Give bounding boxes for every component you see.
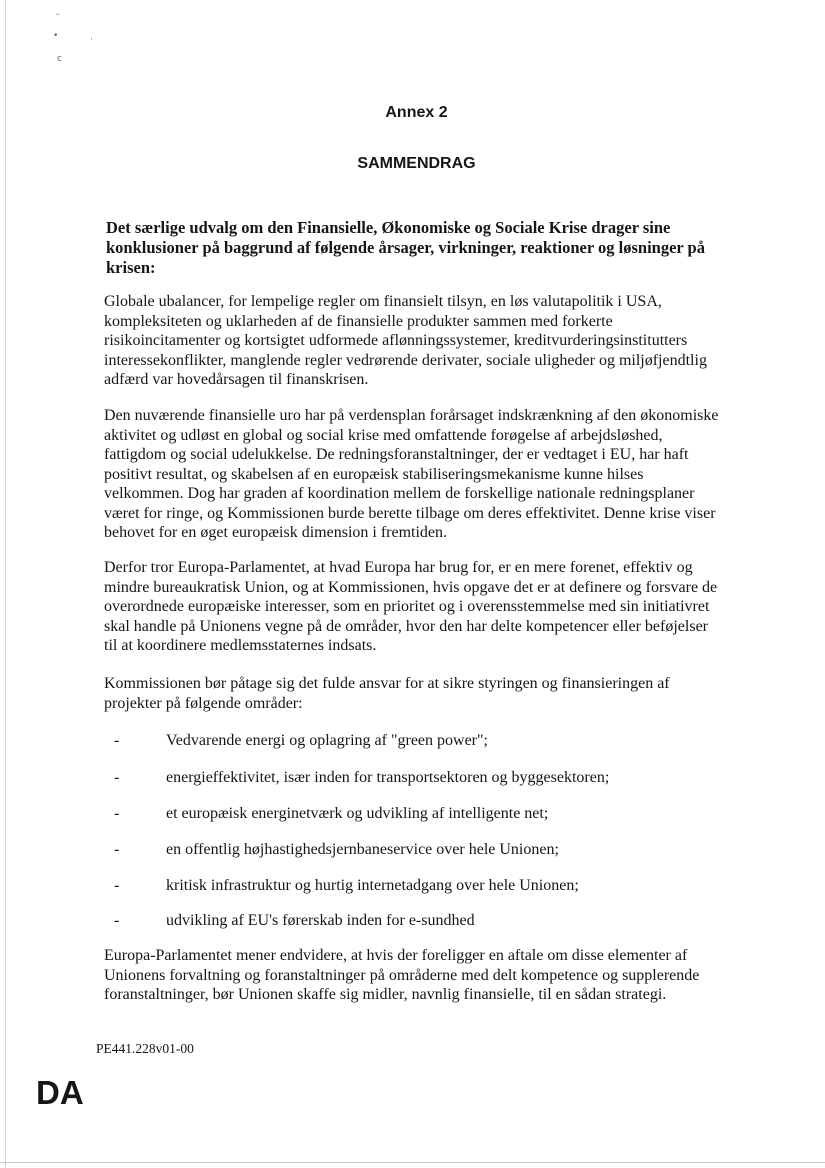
- intro-paragraph: Det særlige udvalg om den Finansielle, Økonomiske og Sociale Krise drager sine konklusioner på baggrund af følgende årsager, virkninger, reaktioner og løsninger på krisen:: [106, 218, 705, 277]
- bullet-dash: -: [114, 732, 120, 749]
- paragraph-conclusion: Europa-Parlamentet mener endvidere, at hvis der foreligger en aftale om disse elementer af Unionens forvaltning og foranstaltninger på områderne med delt kompetence og supplerende foranstaltninger, bør Unionen skaffe sig midler, navnlig finansielle, til en sådan strategi.: [104, 947, 700, 1003]
- scan-edge-line: [5, 0, 6, 1168]
- bullet-dash: -: [114, 877, 120, 894]
- list-item: [114, 840, 714, 860]
- paragraph-causes: Globale ubalancer, for lempelige regler om finansielt tilsyn, en løs valutapolitik i USA, kompleksiteten og uklarheden af de finansielle produkter sammen med forkerte risikoincitamenter og kortsigtet udformede aflønningssystemer, kreditvurderingsinstitutters interessekonflikter, manglende regler vedrørende derivater, sociale uligheder og miljøfjendtlig adfærd var hovedårsagen til finanskrisen.: [104, 293, 707, 388]
- bullet-dash: -: [114, 841, 120, 858]
- annex-label: Annex 2: [385, 104, 448, 121]
- scan-speck: •: [53, 31, 59, 41]
- list-item-text: en offentlig højhastighedsjernbaneservice over hele Unionen;: [166, 841, 559, 858]
- list-item: [114, 804, 714, 824]
- paragraph-commission: Kommissionen bør påtage sig det fulde ansvar for at sikre styringen og finansieringen af projekter på følgende områder:: [104, 675, 670, 712]
- paragraph-effects: Den nuværende finansielle uro har på verdensplan forårsaget indskrænkning af den økonomiske aktivitet og udløst en global og social krise med omfattende forøgelse af arbejdsløshed, fattigdom og social udelukkelse. De redningsforanstaltninger, der er vedtaget i EU, har haft positivt resultat, og skabelsen af en europæisk stabiliseringsmekanisme kunne hilses velkommen. Dog har graden af koordination mellem de forskellige nationale redningsplaner været for ringe, og Kommissionen burde berette tilbage om deres effektivitet. Denne krise viser behovet for en øget europæisk dimension i fremtiden.: [104, 407, 719, 541]
- scan-edge-line: [0, 1162, 825, 1163]
- list-item-text: kritisk infrastruktur og hurtig internetadgang over hele Unionen;: [166, 877, 579, 894]
- list-item: [114, 731, 714, 751]
- language-code: DA: [36, 1074, 84, 1111]
- list-item: [114, 768, 714, 788]
- scan-speck: ⅽ: [57, 54, 62, 64]
- bullet-dash: -: [114, 805, 120, 822]
- list-item: [114, 911, 714, 931]
- list-item-text: Vedvarende energi og oplagring af "green power";: [166, 732, 488, 749]
- list-item-text: energieffektivitet, især inden for transportsektoren og byggesektoren;: [166, 769, 610, 786]
- paragraph-union: Derfor tror Europa-Parlamentet, at hvad Europa har brug for, er en mere forenet, effektiv og mindre bureaukratisk Union, og at Kommissionen, hvis opgave det er at definere og forsvare de overordnede europæiske interesser, som en prioritet og i overensstemmelse med sin initiativret skal handle på Unionens vegne på de områder, hvor den har delte kompetencer eller beføjelser til at koordinere medlemsstaternes indsats.: [104, 559, 718, 654]
- list-item-text: udvikling af EU's førerskab inden for e-sundhed: [166, 912, 475, 929]
- list-item-text: et europæisk energinetværk og udvikling af intelligente net;: [166, 805, 549, 822]
- bullet-dash: -: [114, 769, 120, 786]
- bullet-dash: -: [114, 912, 120, 929]
- scan-speck: ·: [90, 35, 93, 45]
- list-item: [114, 876, 714, 896]
- document-title: SAMMENDRAG: [357, 155, 476, 172]
- document-reference: PE441.228v01-00: [96, 1041, 194, 1056]
- scan-speck: ᵕ: [56, 11, 60, 21]
